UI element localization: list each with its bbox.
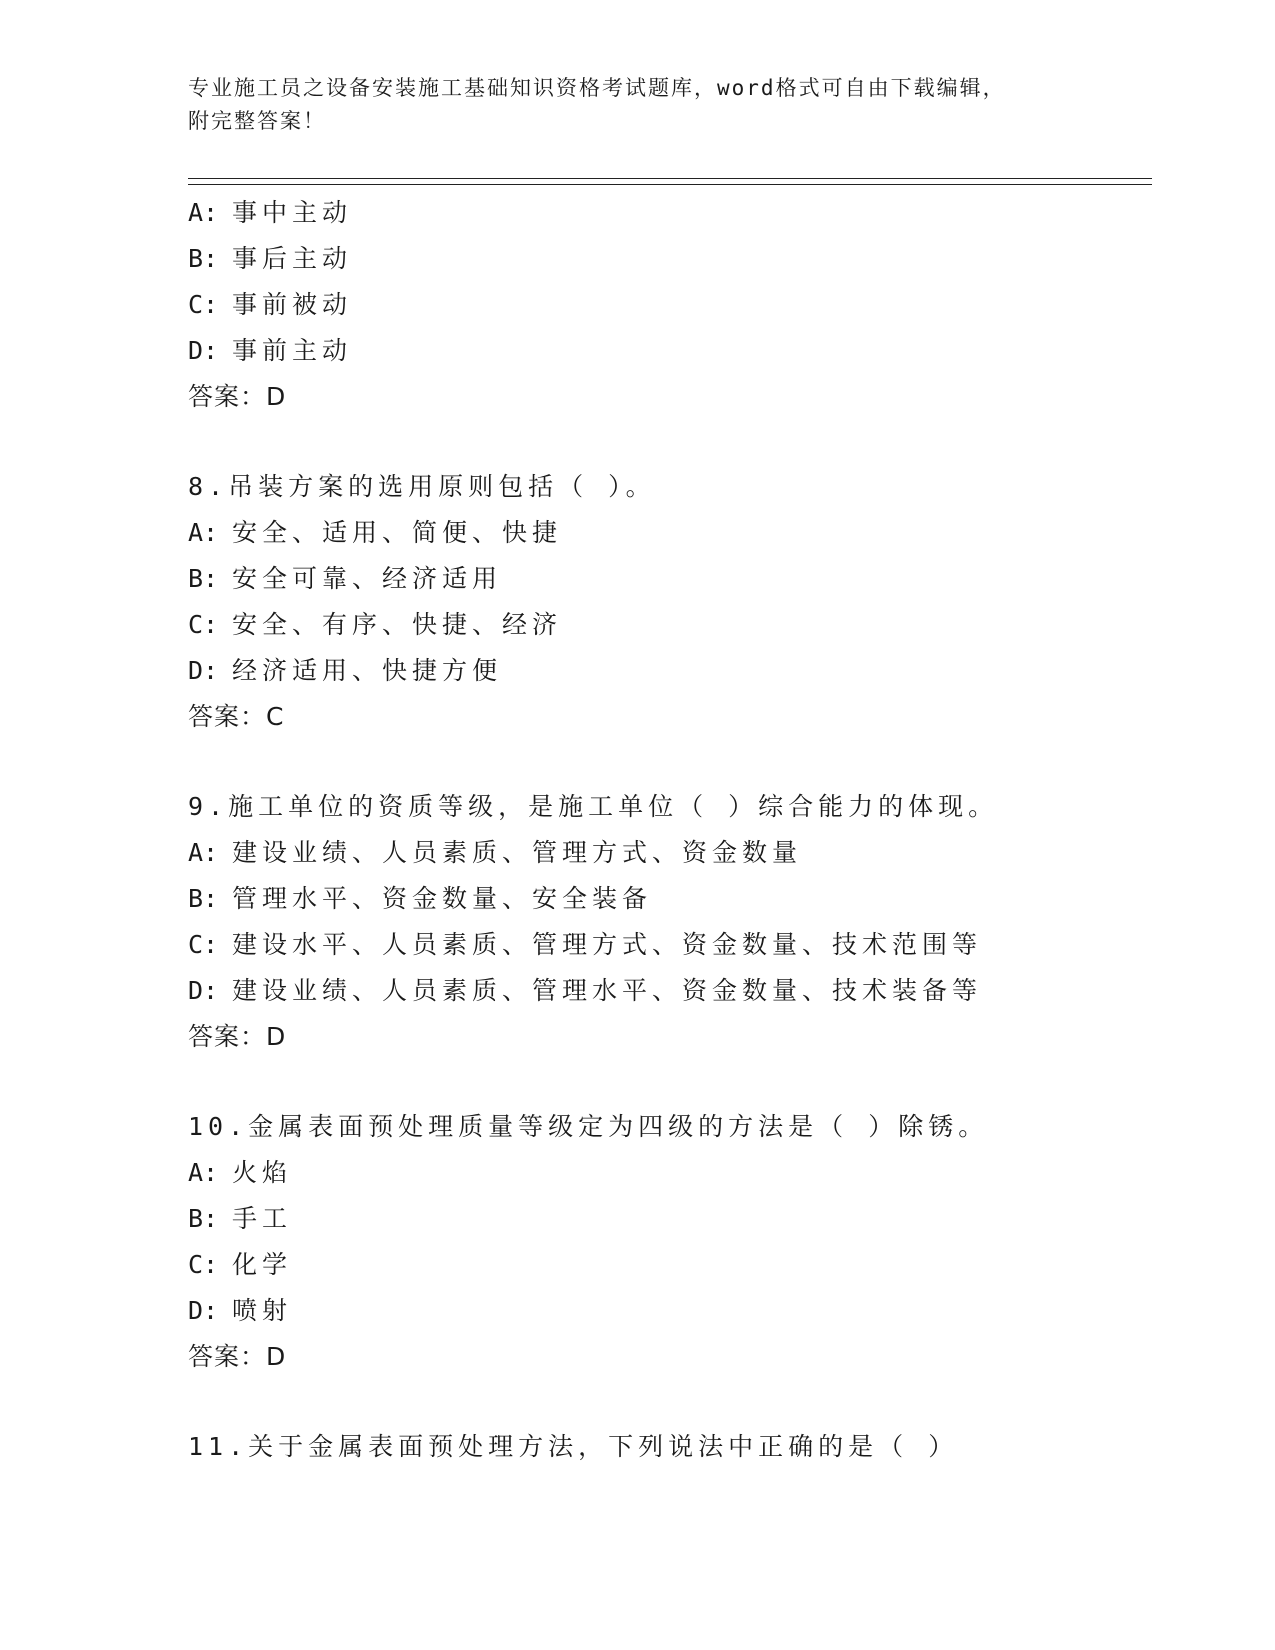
answer-line: 答案：C (188, 702, 285, 731)
option-text: 安全可靠、经济适用 (232, 564, 503, 593)
option-text: 化学 (232, 1250, 293, 1279)
option-c (188, 282, 1148, 328)
header-line-1: 专业施工员之设备安装施工基础知识资格考试题库，word格式可自由下载编辑， (188, 76, 1006, 100)
option-label: C: (188, 930, 219, 959)
option-label: D: (188, 1296, 219, 1325)
header-line-2: 附完整答案！ (188, 109, 326, 133)
option-label: D: (188, 976, 219, 1005)
option-a (188, 830, 1148, 876)
option-d (188, 648, 1148, 694)
option-text: 事后主动 (232, 244, 353, 273)
option-a (188, 510, 1148, 556)
option-b (188, 236, 1148, 282)
option-text: 火焰 (232, 1158, 293, 1187)
option-label: B: (188, 1204, 219, 1233)
question-9-block (188, 784, 1148, 1060)
answer-line: 答案：D (188, 1022, 287, 1051)
answer-line: 答案：D (188, 1342, 287, 1371)
option-label: D: (188, 336, 219, 365)
option-text: 手工 (232, 1204, 293, 1233)
question-text: 10.金属表面预处理质量等级定为四级的方法是（ ）除锈。 (188, 1112, 989, 1141)
option-text: 安全、有序、快捷、经济 (232, 610, 563, 639)
option-a (188, 190, 1148, 236)
question-8-block (188, 464, 1148, 740)
answer-line: 答案：D (188, 382, 287, 411)
option-c (188, 922, 1148, 968)
document-header (188, 72, 1088, 138)
option-b (188, 876, 1148, 922)
header-divider-bottom (188, 184, 1152, 185)
option-label: B: (188, 564, 219, 593)
option-a (188, 1150, 1148, 1196)
option-text: 事前被动 (232, 290, 353, 319)
header-divider-top (188, 178, 1152, 179)
option-d (188, 968, 1148, 1014)
option-b (188, 1196, 1148, 1242)
option-b (188, 556, 1148, 602)
question-7-block (188, 190, 1148, 420)
option-text: 建设水平、人员素质、管理方式、资金数量、技术范围等 (232, 930, 983, 959)
option-c (188, 602, 1148, 648)
option-text: 建设业绩、人员素质、管理水平、资金数量、技术装备等 (232, 976, 983, 1005)
question-list (188, 190, 1148, 1470)
option-c (188, 1242, 1148, 1288)
question-text: 11.关于金属表面预处理方法，下列说法中正确的是（ ） (188, 1432, 959, 1461)
question-text: 9.施工单位的资质等级，是施工单位（ ）综合能力的体现。 (188, 792, 999, 821)
option-text: 事中主动 (232, 198, 353, 227)
option-label: D: (188, 656, 219, 685)
option-label: C: (188, 1250, 219, 1279)
option-label: C: (188, 290, 219, 319)
option-label: B: (188, 244, 219, 273)
option-label: B: (188, 884, 219, 913)
option-text: 经济适用、快捷方便 (232, 656, 503, 685)
option-text: 事前主动 (232, 336, 353, 365)
option-text: 喷射 (232, 1296, 293, 1325)
option-text: 安全、适用、简便、快捷 (232, 518, 563, 547)
option-label: A: (188, 838, 219, 867)
option-label: C: (188, 610, 219, 639)
question-text: 8.吊装方案的选用原则包括（ ）。 (188, 472, 656, 501)
option-label: A: (188, 198, 219, 227)
option-d (188, 1288, 1148, 1334)
option-text: 管理水平、资金数量、安全装备 (232, 884, 653, 913)
option-text: 建设业绩、人员素质、管理方式、资金数量 (232, 838, 803, 867)
option-label: A: (188, 1158, 219, 1187)
option-label: A: (188, 518, 219, 547)
question-11-block (188, 1424, 1148, 1470)
option-d (188, 328, 1148, 374)
question-10-block (188, 1104, 1148, 1380)
